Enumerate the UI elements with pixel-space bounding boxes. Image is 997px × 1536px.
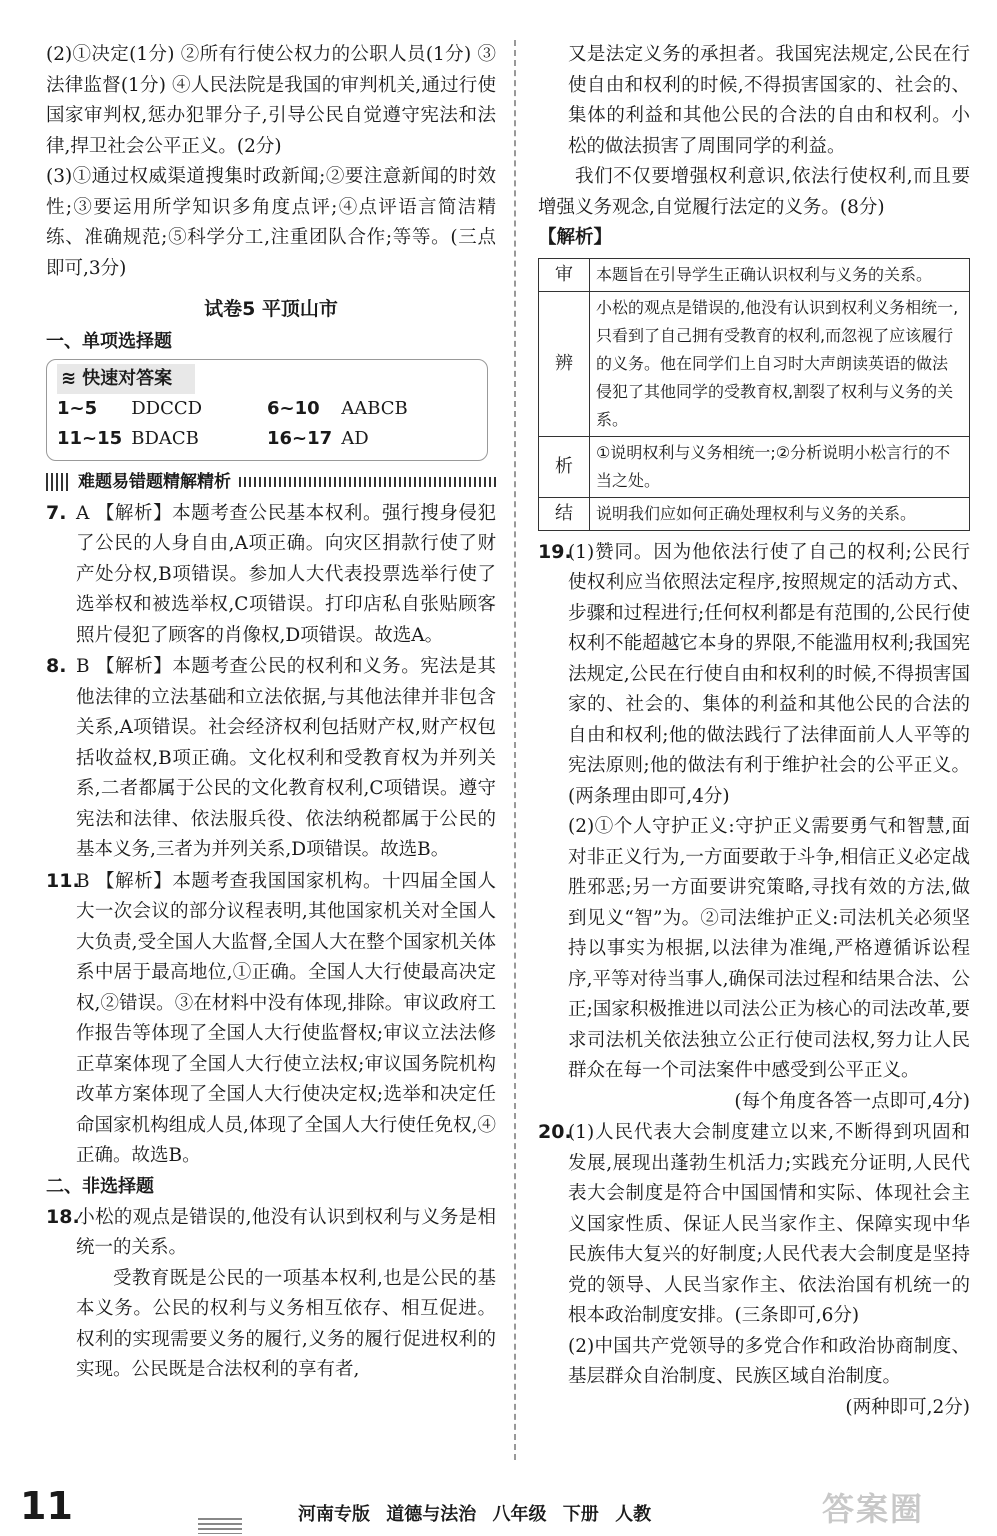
table-row: 辨 小松的观点是错误的,他没有认识到权利义务相统一,只看到了自己拥有受教育的权利,而忽视了应该履行的义务。他在同学们上自习时大声朗读英语的做法侵犯了其他同学的受教育权,割裂了权利与义务的关系。 bbox=[539, 291, 970, 436]
q17-part3: (3)①通过权威渠道搜集时政新闻;②要注意新闻的时效性;③要运用所学知识多角度点评;④点评语言简洁精练、准确规范;⑤科学分工,注重团队合作;等等。(三点即可,3分) bbox=[46, 166, 496, 279]
hard-questions-heading: 难题易错题精解精析 bbox=[46, 467, 496, 498]
answer-row: 11~15 BDACB 16~17 AD bbox=[57, 428, 369, 449]
hatch-icon bbox=[46, 473, 70, 491]
hatch-divider bbox=[239, 477, 496, 487]
decorative-lines bbox=[198, 1518, 242, 1534]
question-7: 7. A 【解析】本题考查公民基本权利。强行搜身侵犯了公民的人身自由,A项正确。向灾区捐款行使了财产处分权,B项错误。参加人大代表投票选举行使了选举权和被选举权,C项错误。打印店私自张贴顾客照片侵犯了顾客的肖像权,D项错误。故选A。 bbox=[46, 501, 496, 646]
answer-row: 1~5 DDCCD 6~10 AABCB bbox=[57, 398, 408, 419]
page-footer bbox=[0, 1480, 997, 1536]
question-18-body-cont: 又是法定义务的承担者。我国宪法规定,公民在行使自由和权利的时候,不得损害国家的、社会的、集体的利益和其他公民的合法的自由和权利。小松的做法损害了周围同学的利益。 bbox=[568, 44, 970, 157]
wave-icon: ≋ bbox=[61, 367, 77, 389]
question-19-note: (每个角度各答一点即可,4分) bbox=[734, 1090, 970, 1112]
question-18-conclusion: 我们不仅要增强权利意识,依法行使权利,而且要增强义务观念,自觉履行法定的义务。(8分) bbox=[538, 166, 970, 218]
watermark-logo: 答案圈 bbox=[822, 1490, 925, 1528]
section-heading-2: 二、非选择题 bbox=[46, 1175, 154, 1197]
table-row: 审 本题旨在引导学生正确认识权利与义务的关系。 bbox=[539, 258, 970, 291]
quick-answer-title: ≋ 快速对答案 bbox=[57, 364, 195, 395]
question-11: 11.B 【解析】本题考查我国国家机构。十四届全国人大一次会议的部分议程表明,其他国家机关对全国人大负责,受全国人大监督,全国人大在整个国家机关体系中居于最高地位,①正确。全国人大行使最高决定权,②错误。③在材料中没有体现,排除。审议政府工作报告等体现了全国人大行使监督权;审议立法法修正草案体现了全国人大行使立法权;审议国务院机构改革方案体现了全国人大行使决定权;选举和决定任命国家机构组成人员,体现了全国人大行使任免权,④正确。故选B。 bbox=[46, 869, 496, 1166]
section-heading-1: 一、单项选择题 bbox=[46, 330, 172, 352]
q17-part2: (2)①决定(1分) ②所有行使公权力的公职人员(1分) ③法律监督(1分) ④人民法院是我国的审判机关,通过行使国家审判权,惩办犯罪分子,引导公民自觉遵守宪法和法律,捍卫社会公平正义。(2分) bbox=[46, 44, 496, 157]
quick-answer-box bbox=[46, 359, 488, 462]
question-18: 18.小松的观点是错误的,他没有认识到权利与义务是相统一的关系。 bbox=[46, 1205, 496, 1258]
exam-title: 试卷5 平顶山市 bbox=[204, 298, 338, 320]
right-column bbox=[538, 40, 970, 1423]
question-19-part2: (2)①个人守护正义:守护正义需要勇气和智慧,面对非正义行为,一方面要敢于斗争,相信正义必定战胜邪恶;另一方面要讲究策略,寻找有效的方法,做到见义“智”为。②司法维护正义:司法机关必须坚持以事实为根据,以法律为准绳,严格遵循诉讼程序,平等对待当事人,确保司法过程和结果合法、公正;国家积极推进以司法公正为核心的司法改革,要求司法机关依法独立公正行使司法权,努力让人民群众在每一个司法案件中感受到公平正义。 bbox=[568, 816, 970, 1081]
question-20-note: (两种即可,2分) bbox=[845, 1396, 970, 1418]
table-row: 结 说明我们应如何正确处理权利与义务的关系。 bbox=[539, 497, 970, 530]
question-20-part2: (2)中国共产党领导的多党合作和政治协商制度、基层群众自治制度、民族区域自治制度。 bbox=[568, 1335, 970, 1387]
analysis-tag: 【解析】 bbox=[538, 227, 613, 248]
analysis-table bbox=[538, 258, 970, 531]
footer-book-info: 河南专版 道德与法治 八年级 下册 人教 bbox=[298, 1504, 652, 1525]
left-column bbox=[46, 40, 496, 1386]
table-row: 析 ①说明权利与义务相统一;②分析说明小松言行的不当之处。 bbox=[539, 436, 970, 497]
question-18-body: 受教育既是公民的一项基本权利,也是公民的基本义务。公民的权利与义务相互依存、相互促进。权利的实现需要义务的履行,义务的履行促进权利的实现。公民既是合法权利的享有者, bbox=[76, 1267, 496, 1380]
question-8: 8. B 【解析】本题考查公民的权利和义务。宪法是其他法律的立法基础和立法依据,与其他法律并非包含关系,A项错误。社会经济权利包括财产权,财产权包括收益权,B项正确。文化权利和受教育权为并列关系,二者都属于公民的文化教育权利,C项错误。遵守宪法和法律、依法服兵役、依法纳税都属于公民的基本义务,三者为并列关系,D项错误。故选B。 bbox=[46, 655, 496, 860]
question-19-part1: 19.(1)赞同。因为他依法行使了自己的权利;公民行使权利应当依照法定程序,按照规定的活动方式、步骤和过程进行;任何权利都是有范围的,公民行使权利不能超越它本身的界限,不能滥用权利;我国宪法规定,公民在行使自由和权利的时候,不得损害国家的、社会的、集体的利益和其他公民的合法的自由和权利;他的做法践行了法律面前人人平等的宪法原则;他的做法有利于维护社会的公平正义。(两条理由即可,4分) bbox=[538, 540, 970, 807]
column-divider bbox=[514, 40, 516, 1460]
page-number: 11 bbox=[20, 1484, 73, 1528]
question-20-part1: 20.(1)人民代表大会制度建立以来,不断得到巩固和发展,展现出蓬勃生机活力;实践充分证明,人民代表大会制度是符合中国国情和实际、体现社会主义国家性质、保证人民当家作主、保障实现中华民族伟大复兴的好制度;人民代表大会制度是坚持党的领导、人民当家作主、依法治国有机统一的根本政治制度安排。(三条即可,6分) bbox=[538, 1121, 970, 1326]
